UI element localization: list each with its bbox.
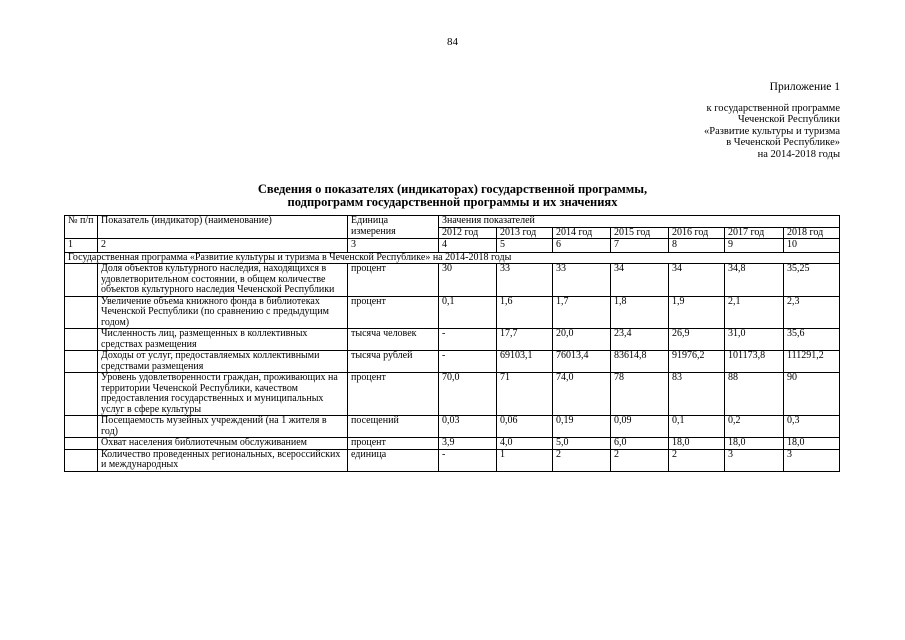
value-cell: 90 (784, 373, 840, 416)
value-cell: 2,1 (725, 296, 784, 329)
value-cell: 2,3 (784, 296, 840, 329)
table-row (65, 438, 840, 450)
value-cell: 17,7 (497, 329, 553, 351)
indicator-name-cell: Доходы от услуг, предоставляемых коллективными средствами размещения (98, 351, 348, 373)
value-cell: 18,0 (669, 438, 725, 450)
column-number: 8 (669, 239, 725, 253)
header-indicator: Показатель (индикатор) (наименование) (98, 216, 348, 239)
document-title (0, 183, 905, 209)
value-cell: 101173,8 (725, 351, 784, 373)
value-cell: 2 (669, 449, 725, 471)
value-cell: - (439, 351, 497, 373)
appendix-line: Чеченской Республики (737, 114, 840, 125)
unit-cell: тысяча человек (348, 329, 439, 351)
indicators-table (64, 215, 840, 472)
program-title: Государственная программа «Развитие культуры и туризма в Чеченской Республике» на 2014-2018 годы (65, 252, 840, 264)
value-cell: 1 (497, 449, 553, 471)
indicator-name-cell: Увеличение объема книжного фонда в библиотеках Чеченской Республики (по сравнению с предыдущим годом) (98, 296, 348, 329)
indicator-name-cell: Посещаемость музейных учреждений (на 1 жителя в год) (98, 416, 348, 438)
column-number: 7 (611, 239, 669, 253)
value-cell: 34,8 (725, 264, 784, 297)
table-row (65, 296, 840, 329)
value-cell: 23,4 (611, 329, 669, 351)
value-cell: 33 (497, 264, 553, 297)
table-row (65, 416, 840, 438)
table-row (65, 373, 840, 416)
header-year: 2014 год (553, 227, 611, 239)
title-line: подпрограмм государственной программы и их значениях (287, 195, 618, 209)
unit-cell: процент (348, 373, 439, 416)
value-cell: 1,7 (553, 296, 611, 329)
value-cell: 34 (669, 264, 725, 297)
value-cell: 0,2 (725, 416, 784, 438)
value-cell: 35,6 (784, 329, 840, 351)
value-cell: 3,9 (439, 438, 497, 450)
value-cell: 70,0 (439, 373, 497, 416)
header-year: 2013 год (497, 227, 553, 239)
header-year: 2015 год (611, 227, 669, 239)
row-number-cell (65, 416, 98, 438)
appendix-line: в Чеченской Республике» (726, 137, 840, 148)
row-number-cell (65, 296, 98, 329)
header-year: 2018 год (784, 227, 840, 239)
table-row (65, 449, 840, 471)
page-number: 84 (447, 36, 458, 48)
value-cell: 6,0 (611, 438, 669, 450)
column-number: 3 (348, 239, 439, 253)
table-row (65, 351, 840, 373)
header-values-group: Значения показателей (439, 216, 840, 228)
unit-cell: посещений (348, 416, 439, 438)
value-cell: 3 (784, 449, 840, 471)
unit-cell: тысяча рублей (348, 351, 439, 373)
value-cell: - (439, 449, 497, 471)
indicator-name-cell: Доля объектов культурного наследия, находящихся в удовлетворительном состоянии, в общем количестве объектов культурного наследия Чеченской Республики (98, 264, 348, 297)
header-year: 2012 год (439, 227, 497, 239)
column-number: 9 (725, 239, 784, 253)
value-cell: 18,0 (784, 438, 840, 450)
header-year: 2017 год (725, 227, 784, 239)
column-number-row (65, 239, 840, 253)
header-year: 2016 год (669, 227, 725, 239)
value-cell: 78 (611, 373, 669, 416)
table-row (65, 329, 840, 351)
value-cell: 83 (669, 373, 725, 416)
value-cell: 1,6 (497, 296, 553, 329)
value-cell: 18,0 (725, 438, 784, 450)
value-cell: 71 (497, 373, 553, 416)
value-cell: 30 (439, 264, 497, 297)
value-cell: 34 (611, 264, 669, 297)
appendix-line: на 2014-2018 годы (757, 148, 840, 160)
value-cell: - (439, 329, 497, 351)
value-cell: 88 (725, 373, 784, 416)
value-cell: 74,0 (553, 373, 611, 416)
value-cell: 26,9 (669, 329, 725, 351)
table-row (65, 264, 840, 297)
value-cell: 0,03 (439, 416, 497, 438)
value-cell: 2 (611, 449, 669, 471)
indicator-name-cell: Количество проведенных региональных, всероссийских и международных (98, 449, 348, 471)
row-number-cell (65, 329, 98, 351)
unit-cell: процент (348, 438, 439, 450)
header-num: № п/п (65, 216, 98, 239)
column-number: 1 (65, 239, 98, 253)
value-cell: 20,0 (553, 329, 611, 351)
value-cell: 33 (553, 264, 611, 297)
value-cell: 69103,1 (497, 351, 553, 373)
value-cell: 0,1 (439, 296, 497, 329)
unit-cell: единица (348, 449, 439, 471)
row-number-cell (65, 449, 98, 471)
title-line: Сведения о показателях (индикаторах) государственной программы, (257, 182, 648, 196)
row-number-cell (65, 264, 98, 297)
column-number: 4 (439, 239, 497, 253)
appendix-title: Приложение 1 (769, 81, 840, 93)
column-number: 5 (497, 239, 553, 253)
value-cell: 0,3 (784, 416, 840, 438)
row-number-cell (65, 373, 98, 416)
value-cell: 83614,8 (611, 351, 669, 373)
row-number-cell (65, 438, 98, 450)
value-cell: 0,19 (553, 416, 611, 438)
column-number: 2 (98, 239, 348, 253)
value-cell: 1,8 (611, 296, 669, 329)
value-cell: 111291,2 (784, 351, 840, 373)
unit-cell: процент (348, 296, 439, 329)
header-unit: Единица измерения (348, 216, 439, 239)
value-cell: 0,06 (497, 416, 553, 438)
value-cell: 0,09 (611, 416, 669, 438)
indicator-name-cell: Охват населения библиотечным обслуживанием (98, 438, 348, 450)
indicator-name-cell: Уровень удовлетворенности граждан, проживающих на территории Чеченской Республики, качеством предоставления государственных и муниципальных услуг в сфере культуры (98, 373, 348, 416)
value-cell: 31,0 (725, 329, 784, 351)
value-cell: 0,1 (669, 416, 725, 438)
value-cell: 5,0 (553, 438, 611, 450)
column-number: 6 (553, 239, 611, 253)
appendix-note (704, 82, 840, 160)
appendix-line: «Развитие культуры и туризма (703, 125, 840, 137)
value-cell: 76013,4 (553, 351, 611, 373)
indicator-rows (65, 264, 840, 472)
appendix-line: к государственной программе (706, 102, 840, 114)
row-number-cell (65, 351, 98, 373)
unit-cell: процент (348, 264, 439, 297)
indicator-name-cell: Численность лиц, размещенных в коллективных средствах размещения (98, 329, 348, 351)
value-cell: 3 (725, 449, 784, 471)
value-cell: 4,0 (497, 438, 553, 450)
value-cell: 35,25 (784, 264, 840, 297)
value-cell: 1,9 (669, 296, 725, 329)
value-cell: 2 (553, 449, 611, 471)
column-number: 10 (784, 239, 840, 253)
value-cell: 91976,2 (669, 351, 725, 373)
program-row (65, 252, 840, 264)
